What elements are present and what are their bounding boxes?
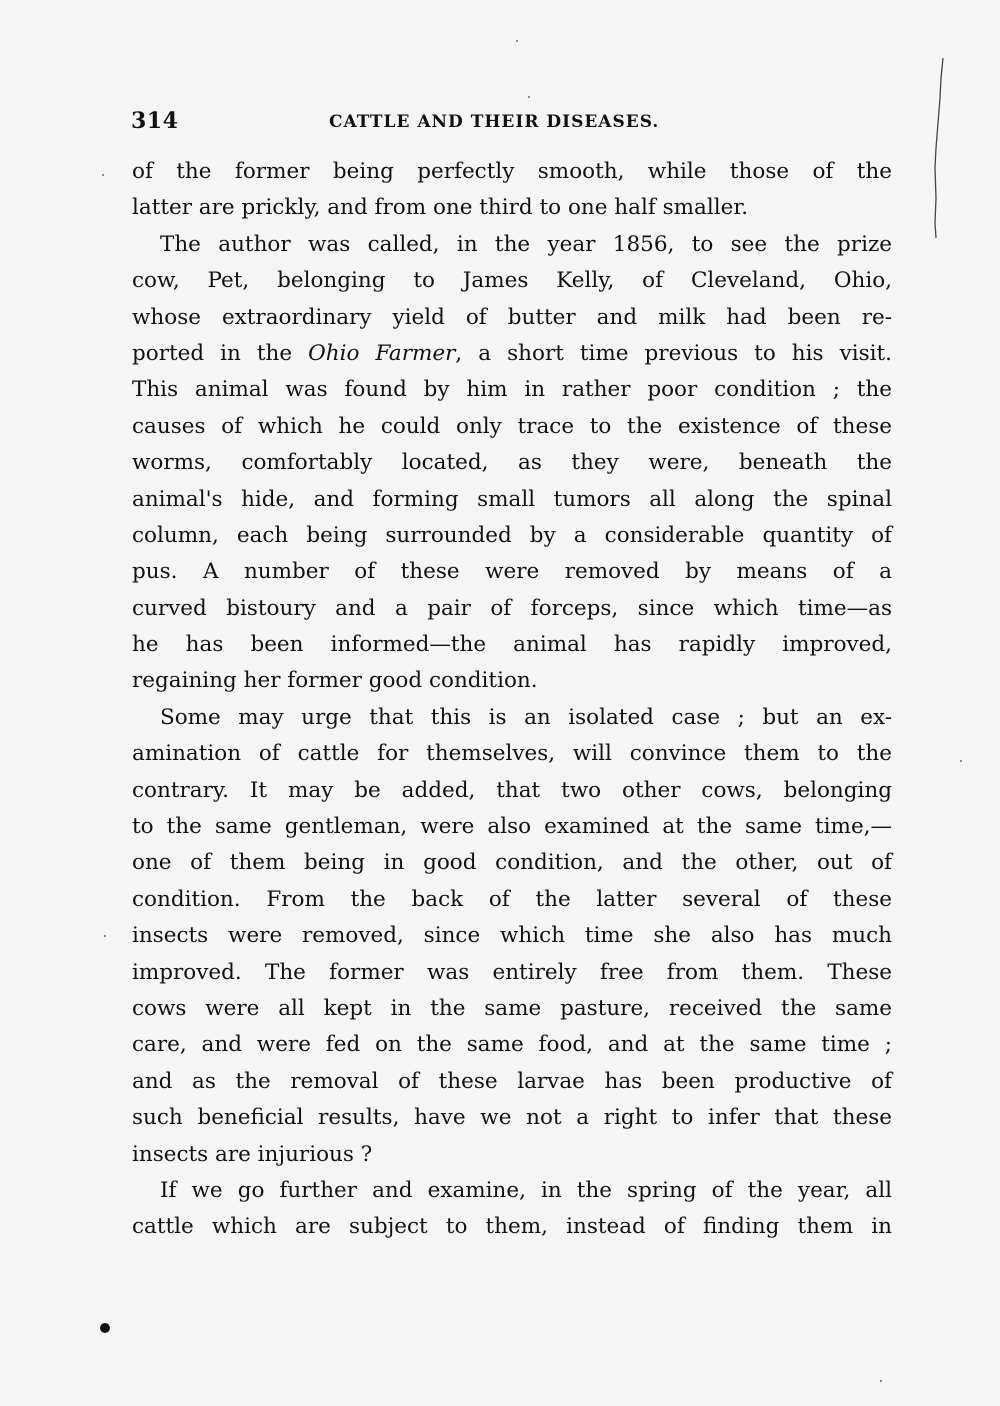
text-line: latter are prickly, and from one third to one half smaller.	[132, 195, 749, 221]
text-line: of the former being perfectly smooth, while those of the	[132, 159, 892, 184]
paragraph	[132, 227, 892, 700]
text-line: and as the removal of these larvae has been productive of	[132, 1068, 892, 1094]
scan-speck	[528, 96, 530, 98]
scan-speck	[102, 174, 104, 176]
text-line: cattle which are subject to them, instead of finding them in	[132, 1214, 892, 1240]
scan-edge-line	[930, 58, 944, 238]
text-line: condition. From the back of the latter several of these	[132, 886, 892, 912]
scan-speck	[104, 935, 106, 937]
periodical-title: Ohio Farmer	[308, 340, 456, 366]
text-line: worms, comfortably located, as they were, beneath the	[132, 450, 892, 476]
ink-dot	[100, 1323, 110, 1333]
text-line: This animal was found by him in rather poor condition ; the	[132, 377, 892, 403]
text-line: contrary. It may be added, that two other cows, belonging	[132, 777, 892, 803]
scan-speck	[516, 40, 518, 42]
scan-speck	[960, 760, 962, 762]
page-number: 314	[131, 108, 179, 134]
text-line: animal's hide, and forming small tumors all along the spinal	[132, 486, 892, 512]
text-line: he has been informed—the animal has rapidly improved,	[132, 632, 892, 658]
text-line: to the same gentleman, were also examined at the same time,—	[132, 814, 892, 840]
running-head: CATTLE AND THEIR DISEASES.	[329, 112, 660, 132]
text-line: insects are injurious ?	[132, 1141, 373, 1167]
text-line: If we go further and examine, in the spring of the year, all	[160, 1177, 892, 1203]
page-header	[131, 108, 891, 140]
body-text	[132, 154, 892, 1246]
text-line: causes of which he could only trace to the existence of these	[132, 413, 892, 439]
text-line: curved bistoury and a pair of forceps, since which time—as	[132, 595, 892, 621]
text-line: cow, Pet, belonging to James Kelly, of Cleveland, Ohio,	[132, 268, 892, 294]
text-line: whose extraordinary yield of butter and milk had been re-	[132, 304, 892, 330]
text-line: one of them being in good condition, and the other, out of	[132, 850, 892, 876]
text-run: ported in the	[132, 340, 309, 366]
text-line: cows were all kept in the same pasture, received the same	[132, 995, 892, 1021]
text-run: , a short time previous to his visit.	[455, 340, 892, 366]
text-line: pus. A number of these were removed by means of a	[132, 559, 892, 585]
text-line: The author was called, in the year 1856, to see the prize	[160, 231, 892, 257]
text-line: column, each being surrounded by a considerable quantity of	[132, 522, 892, 548]
text-line: amination of cattle for themselves, will convince them to the	[132, 741, 892, 767]
paragraph	[132, 154, 892, 227]
text-line: improved. The former was entirely free from them. These	[132, 959, 892, 985]
paragraph	[132, 700, 892, 1173]
paragraph	[132, 1173, 892, 1246]
text-line	[132, 336, 892, 372]
text-line: Some may urge that this is an isolated case ; but an ex-	[160, 704, 892, 730]
text-line: regaining her former good condition.	[132, 668, 538, 694]
scan-speck	[880, 1380, 882, 1382]
text-line: insects were removed, since which time she also has much	[132, 923, 892, 949]
text-line: care, and were fed on the same food, and at the same time ;	[132, 1032, 892, 1058]
text-line: such beneficial results, have we not a right to infer that these	[132, 1105, 892, 1131]
